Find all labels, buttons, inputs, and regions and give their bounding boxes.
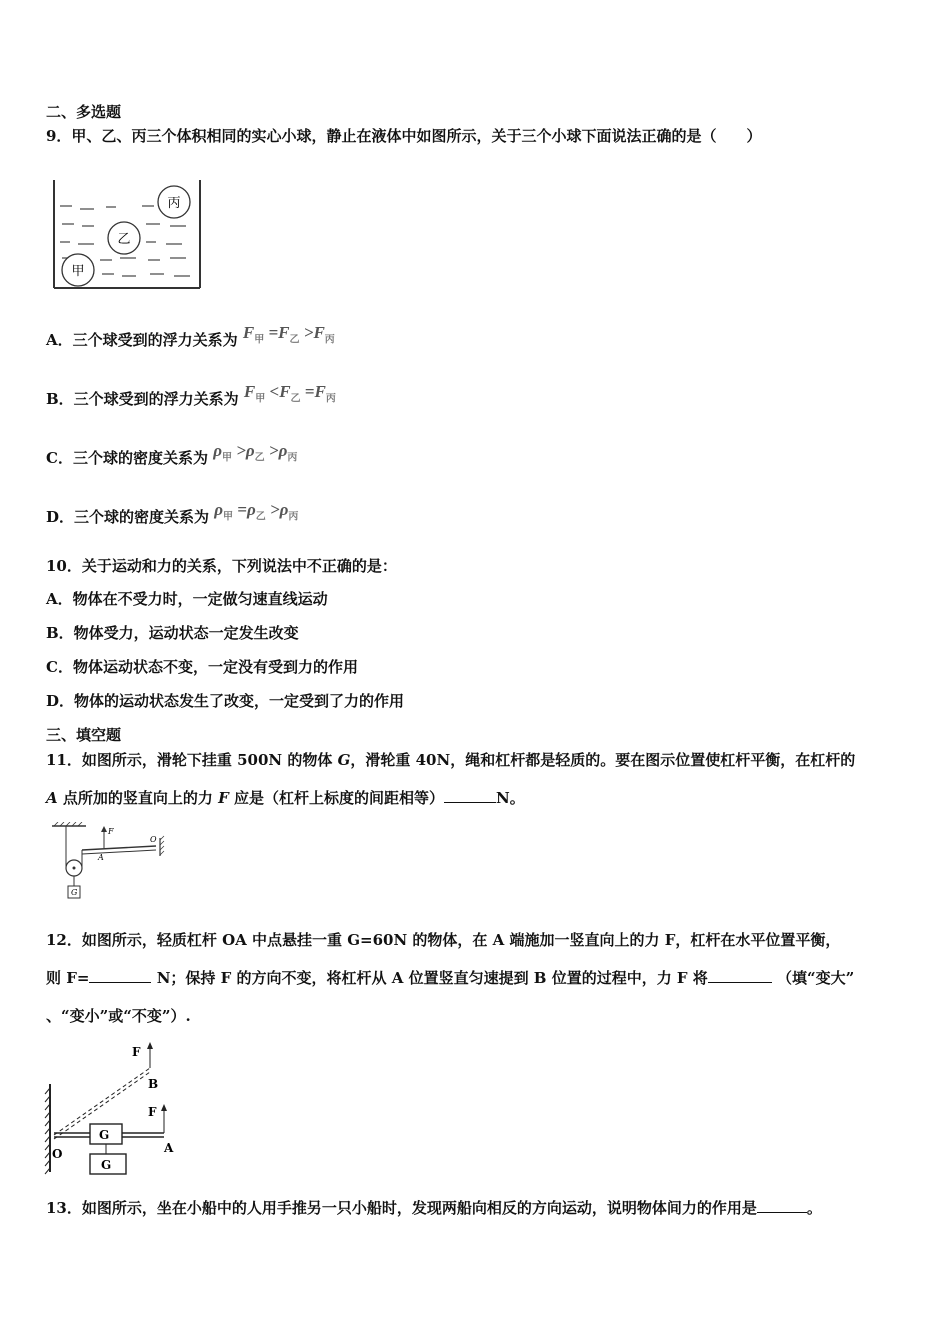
q12-lever-figure: [42, 1040, 182, 1180]
svg-text:F: F: [132, 1045, 141, 1059]
svg-text:G: G: [71, 888, 78, 897]
svg-text:丙: 丙: [167, 196, 181, 211]
question-12-line-2: 则 F= N；保持 F 的方向不变，将杠杆从 A 位置竖直匀速提到 B 位置的过程中，力 F 将 （填“变大”: [46, 969, 855, 987]
svg-text:F: F: [148, 1105, 157, 1119]
question-11-line-2: A 点所加的竖直向上的力 F 应是（杠杆上标度的间距相等） N。: [46, 789, 525, 807]
q9-option-c[interactable]: C．三个球的密度关系为 $\rho_甲 >\rho_乙 >\rho_丙$: [46, 441, 298, 467]
q12-answer-blank-1[interactable]: [89, 968, 151, 983]
svg-text:G: G: [99, 1128, 110, 1142]
q10-option-c[interactable]: C．物体运动状态不变，一定没有受到力的作用: [46, 658, 358, 676]
question-9-stem: 9．甲、乙、丙三个体积相同的实心小球，静止在液体中如图所示，关于三个小球下面说法正确的是（ ）: [46, 127, 762, 145]
svg-text:O: O: [52, 1147, 63, 1161]
q11-answer-blank[interactable]: [444, 788, 496, 803]
question-11-line-1: 11．如图所示，滑轮下挂重 500N 的物体 G，滑轮重 40N，绳和杠杆都是轻质的。要在图示位置使杠杆平衡，在杠杆的: [46, 751, 856, 769]
q13-answer-blank[interactable]: [757, 1198, 807, 1213]
q10-option-a[interactable]: A．物体在不受力时，一定做匀速直线运动: [46, 590, 328, 608]
q9-option-b[interactable]: B．三个球受到的浮力关系为 $F_甲 <F_乙 =F_丙$: [46, 382, 336, 408]
question-13-stem: 13．如图所示，坐在小船中的人用手推另一只小船时，发现两船向相反的方向运动，说明物体间力的作用是 。: [46, 1199, 822, 1217]
q9-liquid-figure: [50, 176, 210, 294]
section-title-multiple-choice: 二、多选题: [46, 103, 122, 121]
q10-option-b[interactable]: B．物体受力，运动状态一定发生改变: [46, 624, 299, 642]
svg-text:O: O: [150, 835, 157, 844]
q12-answer-blank-2[interactable]: [708, 968, 772, 983]
q10-option-d[interactable]: D．物体的运动状态发生了改变，一定受到了力的作用: [46, 692, 405, 710]
q9-option-d[interactable]: D．三个球的密度关系为 $\rho_甲 =\rho_乙 >\rho_丙$: [46, 500, 299, 526]
svg-text:乙: 乙: [117, 232, 131, 247]
svg-text:F: F: [108, 827, 114, 836]
section-title-fill-blank: 三、填空题: [46, 726, 122, 744]
svg-text:甲: 甲: [71, 264, 85, 279]
svg-text:A: A: [164, 1141, 174, 1155]
q11-pulley-lever-figure: [46, 822, 176, 906]
question-10-stem: 10．关于运动和力的关系，下列说法中不正确的是：: [46, 557, 397, 575]
q9-option-a[interactable]: A．三个球受到的浮力关系为 $F_甲 =F_乙 >F_丙$: [46, 323, 335, 349]
svg-text:G: G: [101, 1158, 112, 1172]
svg-text:A: A: [98, 853, 104, 862]
question-12-line-3: 、“变小”或“不变”）.: [46, 1007, 191, 1025]
svg-text:B: B: [148, 1077, 159, 1091]
question-12-line-1: 12．如图所示，轻质杠杆 OA 中点悬挂一重 G=60N 的物体，在 A 端施加一竖直向上的力 F，杠杆在水平位置平衡，: [46, 931, 841, 949]
